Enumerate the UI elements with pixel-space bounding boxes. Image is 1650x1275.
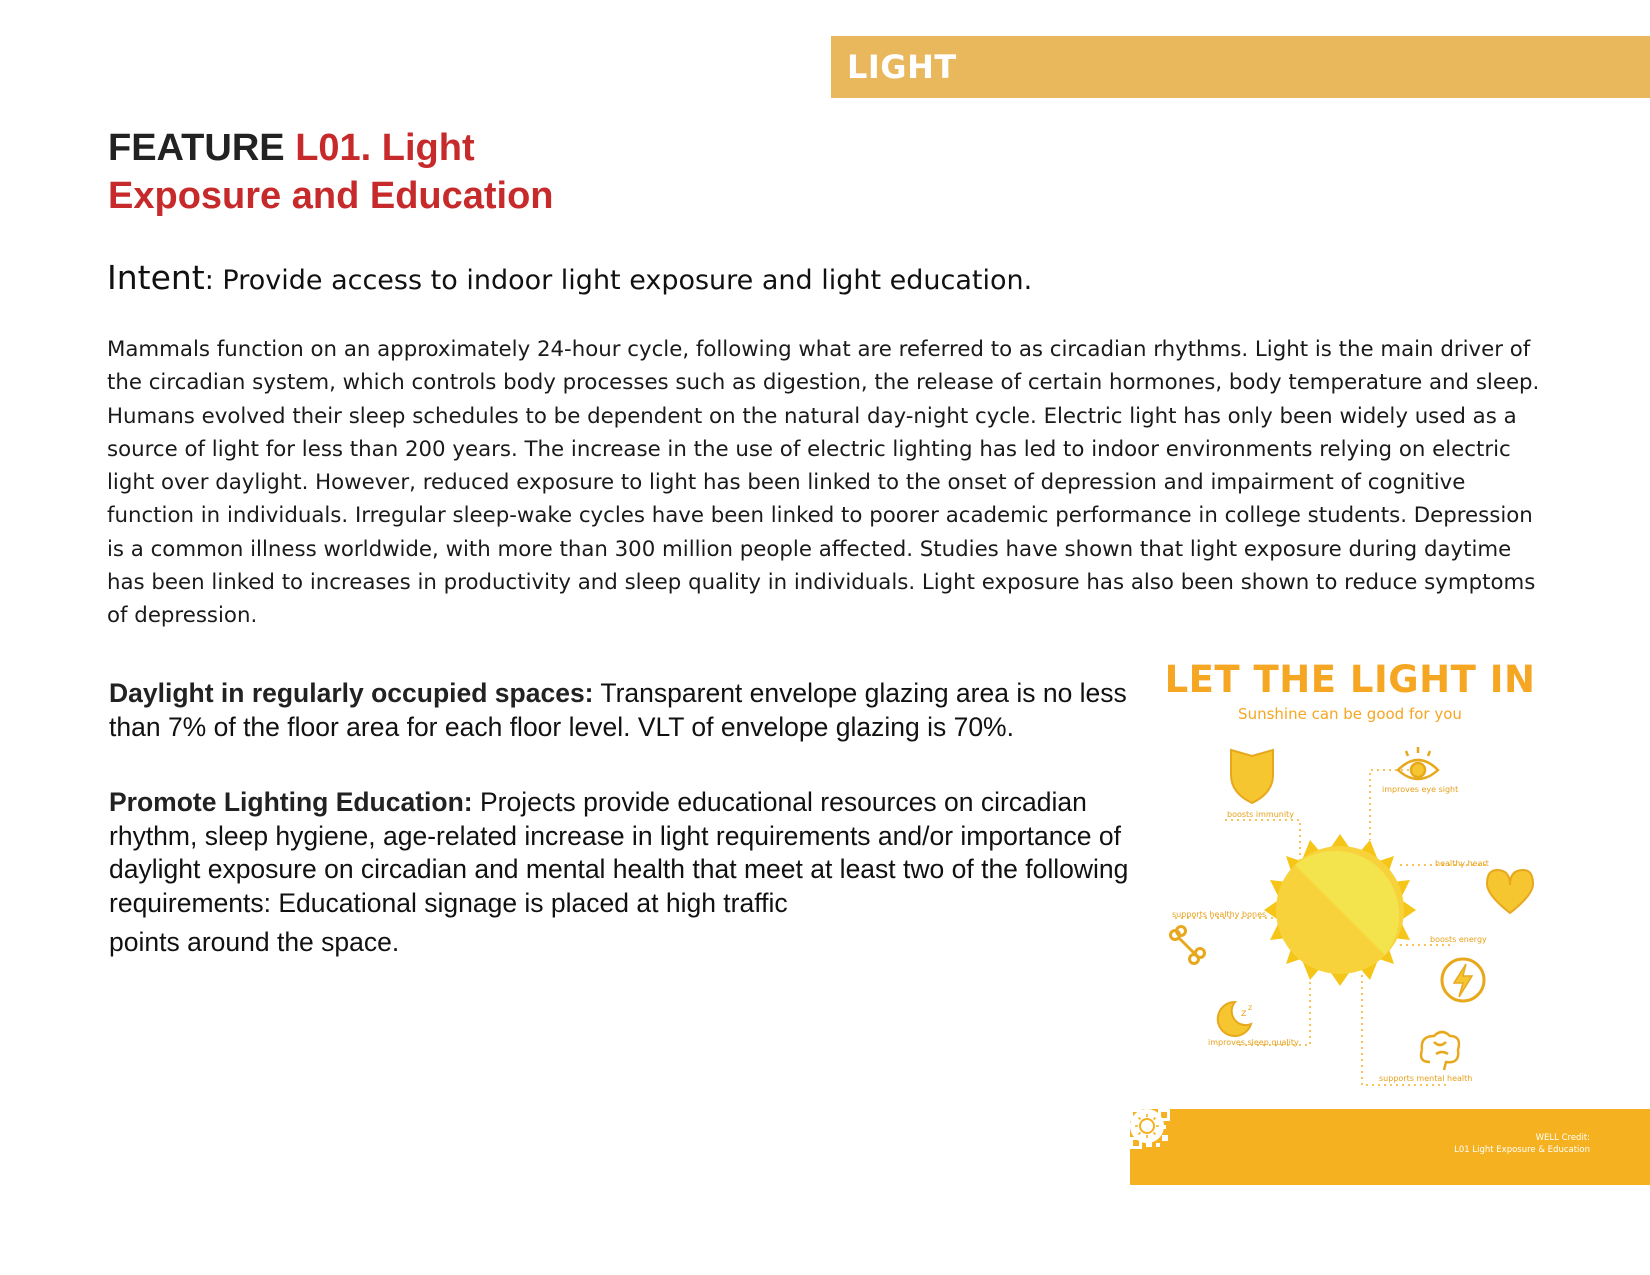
requirement-education xyxy=(109,786,1129,960)
label-bones: supports healthy bones xyxy=(1172,910,1267,919)
lightning-icon xyxy=(1442,959,1484,1001)
requirement-daylight xyxy=(109,677,1129,744)
moon-icon xyxy=(1218,1002,1252,1036)
requirement-text-end: points around the space. xyxy=(109,927,400,957)
intent xyxy=(107,254,1207,305)
label-heart: healthy heart xyxy=(1435,859,1489,868)
label-sleep: improves sleep quality xyxy=(1208,1038,1299,1047)
intent-text: : Provide access to indoor light exposure and light education. xyxy=(204,265,1033,296)
label-eyesight: improves eye sight xyxy=(1382,785,1459,794)
requirement-heading: Promote Lighting Education: xyxy=(109,787,473,817)
sun-logo-icon xyxy=(1130,1109,1164,1143)
eye-icon xyxy=(1398,747,1438,779)
label-energy: boosts energy xyxy=(1430,935,1487,944)
requirement-text: Projects provide educational resources on circadian rhythm, sleep hygiene, age-related increase in light requirements and/or importance of daylight exposure on circadian and mental health that meet at least two of the following requirements: Educational signage is placed at high traffic xyxy=(109,787,1129,918)
shield-icon xyxy=(1231,750,1273,803)
sun-icon xyxy=(1264,834,1416,986)
well-credit xyxy=(1454,1132,1590,1156)
body-paragraph: Mammals function on an approximately 24-hour cycle, following what are referred to as circadian rhythms. Light is the main driver of the circadian system, which controls body processes such as digestion, the release of certain hormones, body temperature and sleep. Humans evolved their sleep schedules to be dependent on the natural day-night cycle. Electric light has only been widely used as a source of light for less than 200 years. The increase in the use of electric lighting has led to indoor environments relying on electric light over daylight. However, reduced exposure to light has been linked to the onset of depression and impairment of cognitive function in individuals. Irregular sleep-wake cycles have been linked to poorer academic performance in college students. Depression is a common illness worldwide, with more than 300 million people affected. Studies have shown that light exposure during daytime has been linked to increases in productivity and sleep quality in individuals. Light exposure has also been shown to reduce symptoms of depression. xyxy=(107,337,1540,629)
requirement-heading: Daylight in regularly occupied spaces: xyxy=(109,678,594,708)
credit-line1: WELL Credit: xyxy=(1535,1133,1590,1143)
bone-icon xyxy=(1171,927,1205,964)
feature-title xyxy=(108,124,808,220)
svg-text:z: z xyxy=(1248,1003,1253,1012)
intent-label: Intent xyxy=(107,258,205,297)
section-banner: LIGHT xyxy=(831,36,1650,98)
poster-title: LET THE LIGHT IN xyxy=(1164,658,1536,701)
requirement-text: Transparent envelope glazing area is no less than 7% of the floor area for each floor level. VLT of envelope glazing is 70%. xyxy=(109,678,1127,742)
feature-name: Exposure and Education xyxy=(108,175,554,217)
poster-footer xyxy=(1130,1109,1650,1185)
infographic-poster xyxy=(1130,650,1650,1185)
label-mental: supports mental health xyxy=(1379,1074,1473,1083)
feature-code: L01. Light xyxy=(295,127,475,169)
label-immunity: boosts immunity xyxy=(1227,810,1294,819)
credit-line2: L01 Light Exposure & Education xyxy=(1454,1145,1590,1155)
heart-icon xyxy=(1487,870,1533,913)
feature-prefix: FEATURE xyxy=(108,127,285,169)
brain-icon xyxy=(1421,1032,1459,1070)
poster-subtitle: Sunshine can be good for you xyxy=(1238,705,1462,723)
svg-text:z: z xyxy=(1241,1008,1247,1019)
